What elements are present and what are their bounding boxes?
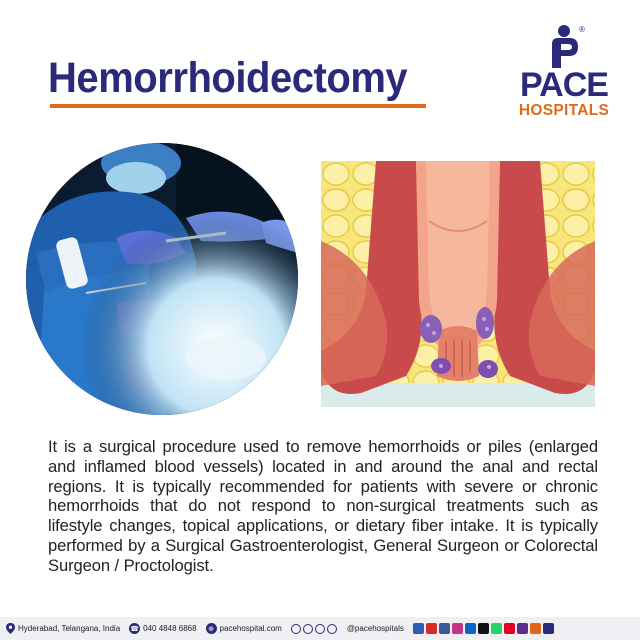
instagram-icon[interactable] xyxy=(452,623,463,634)
footer-website[interactable] xyxy=(206,623,282,634)
social-icon[interactable] xyxy=(530,623,541,634)
pinterest-icon[interactable] xyxy=(504,623,515,634)
footer-handle-text: @pacehospitals xyxy=(346,624,404,633)
social-circle-icon[interactable] xyxy=(315,624,325,634)
footer-location xyxy=(6,623,120,634)
facebook-icon[interactable] xyxy=(439,623,450,634)
footer-phone-text: 040 4848 6868 xyxy=(143,624,197,633)
footer-bar xyxy=(0,617,640,640)
linkedin-icon[interactable] xyxy=(465,623,476,634)
social-icon[interactable] xyxy=(543,623,554,634)
social-icon[interactable] xyxy=(517,623,528,634)
hemorrhoid-anatomy-illustration xyxy=(321,161,595,407)
social-circle-icon[interactable] xyxy=(327,624,337,634)
footer-website-text: pacehospital.com xyxy=(219,624,282,633)
whatsapp-icon[interactable] xyxy=(491,623,502,634)
footer-phone[interactable] xyxy=(129,623,196,634)
social-circle-icon[interactable] xyxy=(291,624,301,634)
footer-location-text: Hyderabad, Telangana, India xyxy=(18,624,121,633)
surgery-photo xyxy=(26,143,298,415)
footer-social-icons xyxy=(413,623,556,634)
registered-mark: ® xyxy=(579,25,585,34)
social-icon[interactable] xyxy=(413,623,424,634)
phone-icon: ☎ xyxy=(129,623,140,634)
globe-icon: ⊕ xyxy=(206,623,217,634)
logo-subtitle: HOSPITALS xyxy=(518,102,610,119)
surgeons-operating-image xyxy=(26,143,298,415)
footer-social-circles xyxy=(291,624,339,634)
youtube-icon[interactable] xyxy=(426,623,437,634)
anal-canal-diagram xyxy=(321,161,595,407)
pace-logo-mark-icon xyxy=(544,22,584,70)
title-underline xyxy=(50,104,426,108)
x-icon[interactable] xyxy=(478,623,489,634)
procedure-description: It is a surgical procedure used to remove hemorrhoids or piles (enlarged and inflamed blood vessels) located in and around the anal and rectal regions. It is typically recommended for patients with severe or chronic hemorrhoids that do not respond to non-surgical treatments such as lifestyle changes, topical applications, or dietary fiber intake. It is typically performed by a Surgical Gastroenterologist, General Surgeon or Colorectal Surgeon / Proctologist. xyxy=(48,437,598,575)
location-pin-icon xyxy=(6,623,15,634)
social-circle-icon[interactable] xyxy=(303,624,313,634)
pace-hospitals-logo[interactable] xyxy=(508,22,620,122)
footer-handle[interactable] xyxy=(347,624,404,633)
logo-wordmark: PACE xyxy=(520,66,608,104)
page-title: Hemorrhoidectomy xyxy=(48,54,408,102)
